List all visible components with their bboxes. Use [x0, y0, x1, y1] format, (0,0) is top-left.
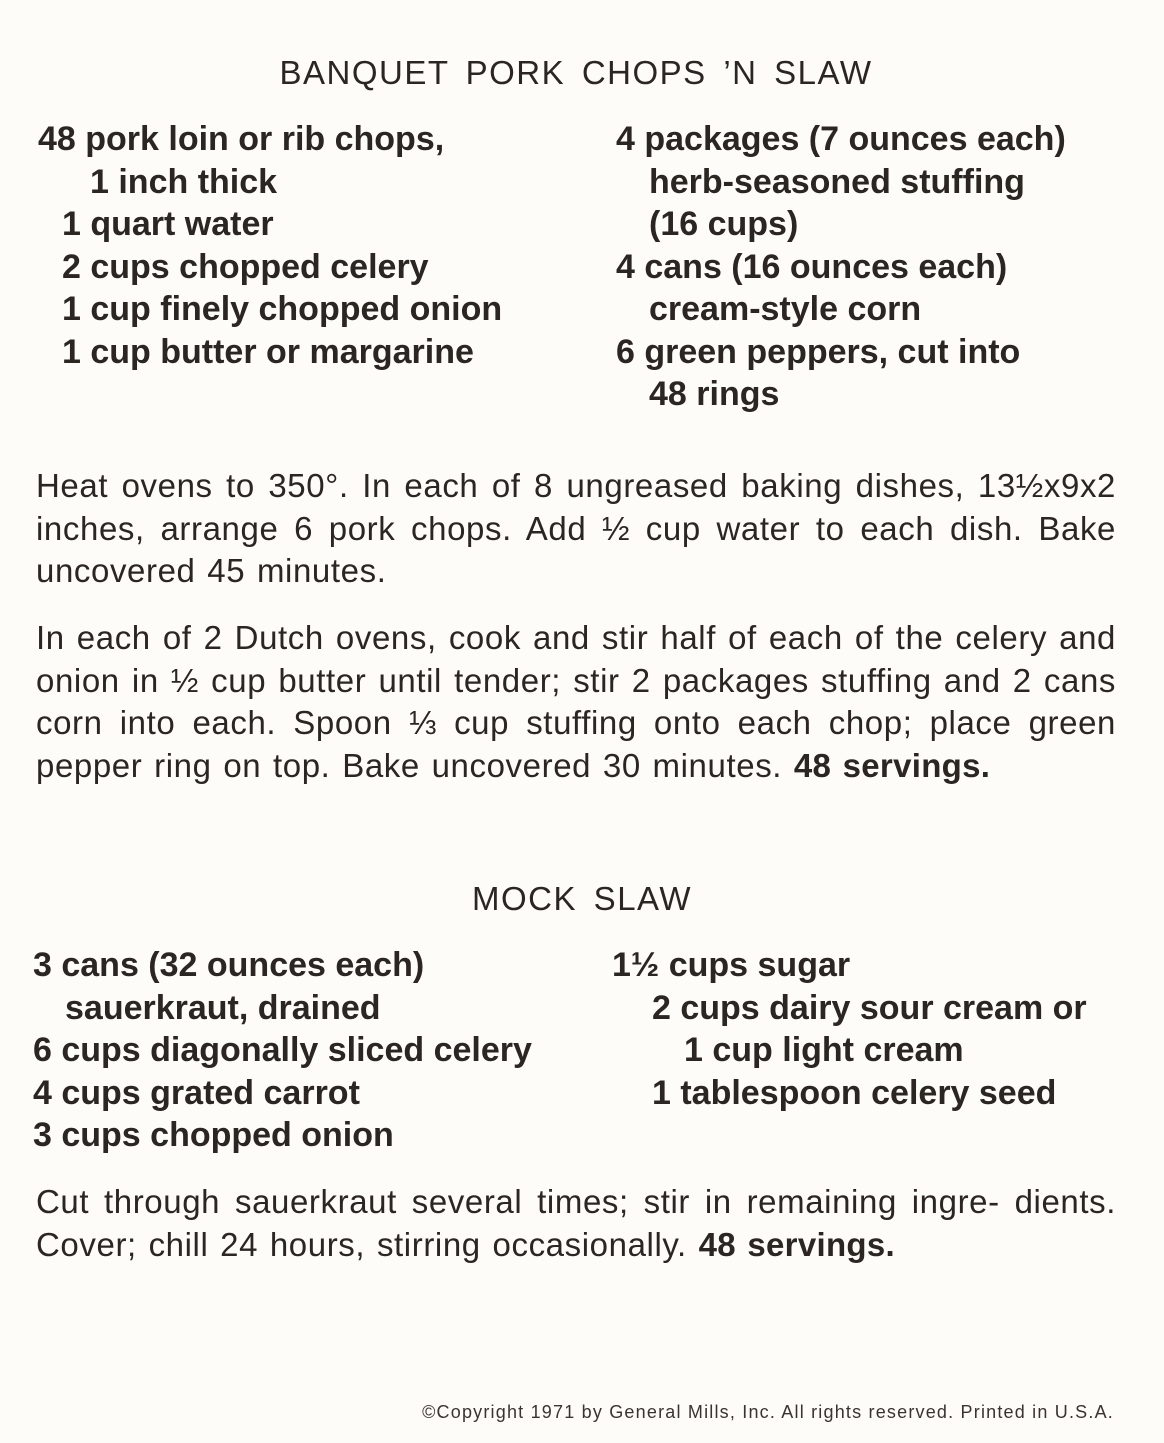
copyright-notice: ©Copyright 1971 by General Mills, Inc. All rights reserved. Printed in U.S.A.: [422, 1402, 1114, 1422]
ingredient-line: 1 cup light cream: [684, 1031, 964, 1069]
ingredient-line: 48 pork loin or rib chops,: [38, 120, 445, 158]
instructions-paragraph: [36, 1181, 1116, 1266]
ingredient-line: 4 cans (16 ounces each): [616, 247, 1008, 286]
ingredient-line: 1 tablespoon celery seed: [652, 1073, 1057, 1112]
ingredients-left-column: [38, 118, 502, 373]
ingredient-line: cream-style corn: [649, 290, 922, 328]
instructions-text: Cut through sauerkraut several times; stir in remaining ingre- dients. Cover; chill 24 hours, stirring occasionally.: [36, 1183, 1116, 1263]
ingredients-right-column: [616, 118, 1066, 416]
ingredients-left-column: [33, 944, 532, 1157]
ingredient-line: 2 cups chopped celery: [62, 247, 429, 286]
servings-label: 48 servings.: [698, 1225, 895, 1263]
instructions-paragraph: [36, 617, 1116, 787]
instructions-text: In each of 2 Dutch ovens, cook and stir half of each of the celery and onion in ½ cup butter until tender; stir 2 packages stuffing and 2 cans corn into each. Spoon ⅓ cup stuffing onto each chop; place green pepper ring on top. Bake uncovered 30 minutes.: [36, 619, 1116, 784]
ingredient-line: 6 cups diagonally sliced celery: [33, 1031, 532, 1069]
ingredients-right-column: [612, 944, 1087, 1114]
ingredient-line: 4 packages (7 ounces each): [616, 120, 1066, 158]
ingredient-line: 6 green peppers, cut into: [616, 332, 1021, 371]
recipe-title: BANQUET PORK CHOPS ’N SLAW: [279, 54, 873, 91]
recipe-title: MOCK SLAW: [472, 880, 692, 917]
instructions-paragraph: Heat ovens to 350°. In each of 8 ungreased baking dishes, 13½x9x2 inches, arrange 6 pork chops. Add ½ cup water to each dish. Bake uncovered 45 minutes.: [36, 467, 1116, 589]
ingredient-line: 2 cups dairy sour cream or: [652, 988, 1087, 1027]
ingredient-line: (16 cups): [649, 205, 799, 243]
ingredient-line: 1 quart water: [62, 205, 274, 243]
ingredient-line: 1 cup butter or margarine: [62, 332, 474, 371]
servings-label: 48 servings.: [793, 746, 991, 784]
ingredient-line: herb-seasoned stuffing: [649, 162, 1025, 201]
ingredient-line: 3 cups chopped onion: [33, 1116, 394, 1154]
ingredient-line: 1½ cups sugar: [612, 946, 851, 984]
ingredient-line: 48 rings: [649, 375, 780, 413]
ingredient-line: 3 cans (32 ounces each): [33, 946, 425, 984]
ingredient-line: 4 cups grated carrot: [33, 1073, 360, 1112]
ingredient-line: 1 inch thick: [90, 162, 278, 201]
ingredient-line: sauerkraut, drained: [65, 988, 381, 1027]
ingredient-line: 1 cup finely chopped onion: [62, 290, 503, 328]
